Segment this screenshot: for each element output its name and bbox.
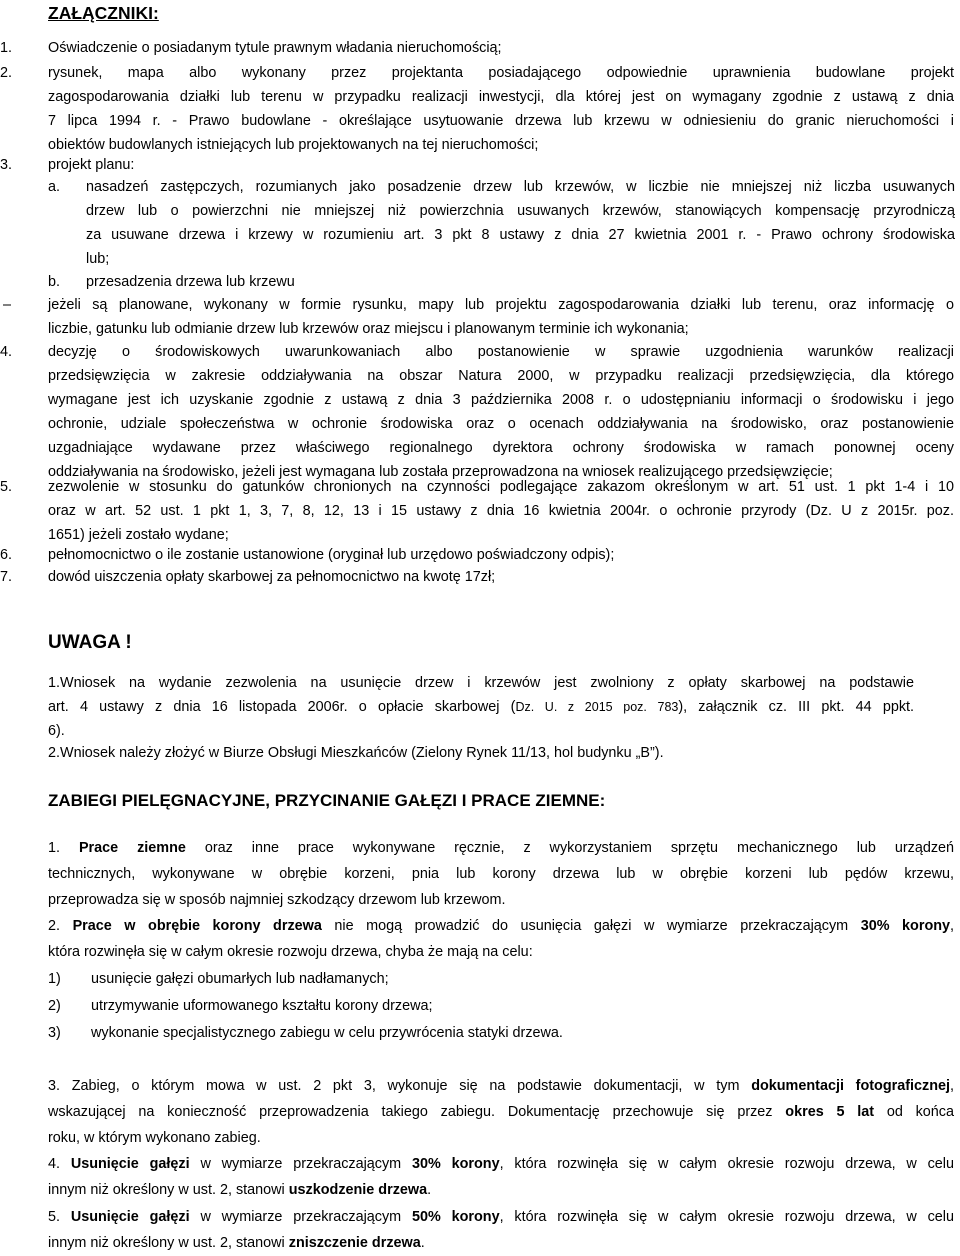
list-number: 7. bbox=[0, 569, 13, 585]
sublist-letter: a. bbox=[48, 179, 61, 195]
list-item-1: Oświadczenie o posiadanym tytule prawnym władania nieruchomością; bbox=[48, 40, 502, 56]
text-line: zagospodarowania działki lub terenu w przypadku realizacji inwestycji, dla której jest on wymagany zgodnie z ustawą z dnia bbox=[48, 89, 954, 105]
list-number: 6. bbox=[0, 547, 13, 563]
text-line: obiektów budowlanych istniejących lub projektowanych na tej nieruchomości; bbox=[48, 137, 539, 153]
list-number: 5. bbox=[0, 479, 13, 495]
text-line: 2.Wniosek należy złożyć w Biurze Obsługi Mieszkańców (Zielony Rynek 11/13, hol budynku „B”). bbox=[48, 745, 664, 761]
text-line: 4. Usunięcie gałęzi w wymiarze przekraczającym 30% korony, która rozwinęła się w całym okresie rozwoju drzewa, w celu bbox=[48, 1156, 954, 1172]
list-number: 2. bbox=[0, 65, 13, 81]
text-line: innym niż określony w ust. 2, stanowi uszkodzenie drzewa. bbox=[48, 1182, 432, 1198]
list-item-7: dowód uiszczenia opłaty skarbowej za pełnomocnictwo na kwotę 17zł; bbox=[48, 569, 496, 585]
text-line: przedsięwzięcia w zakresie oddziaływania na obszar Natura 2000, w przypadku realizacji przedsięwzięcia, dla którego bbox=[48, 368, 954, 384]
text-line: 3. Zabieg, o którym mowa w ust. 2 pkt 3, wykonuje się na podstawie dokumentacji, w tym dokumentacji fotograficznej, bbox=[48, 1078, 955, 1094]
text-line: ochronie, udziale społeczeństwa w ochronie środowiska oraz o ocenach oddziaływania na środowisko, oraz postanowienie bbox=[48, 416, 954, 432]
text-line: wskazującej na konieczność przeprowadzenia takiego zabiegu. Dokumentację przechowuje się przez okres 5 lat od końca bbox=[48, 1104, 955, 1120]
text-line: 1. Prace ziemne oraz inne prace wykonywane ręcznie, z wykorzystaniem sprzętu mechanicznego lub urządzeń bbox=[48, 840, 955, 856]
text-line: zezwolenie w stosunku do gatunków chronionych na czynności podlegające zakazom określonym w art. 51 ust. 1 pkt 1-4 i 10 bbox=[48, 479, 954, 495]
list-item: wykonanie specjalistycznego zabiegu w celu przywrócenia statyki drzewa. bbox=[91, 1025, 563, 1041]
text-line: 1.Wniosek na wydanie zezwolenia na usunięcie drzew i krzewów jest zwolniony z opłaty skarbowej na podstawie bbox=[48, 675, 914, 691]
text-line: za usuwane drzewa i krzewy w rozumieniu art. 3 pkt 8 ustawy z dnia 27 kwietnia 2001 r. - Prawo ochrony środowiska bbox=[86, 227, 955, 243]
section-heading: ZABIEGI PIELĘGNACYJNE, PRZYCINANIE GAŁĘZI I PRACE ZIEMNE: bbox=[48, 791, 606, 810]
list-number: 1. bbox=[0, 40, 13, 56]
text-line: nasadzeń zastępczych, rozumianych jako posadzenie drzew lub krzewów, w liczbie nie mniejszej niż liczba usuwanych bbox=[86, 179, 955, 195]
text-line: oddziaływania na środowisko, jeżeli jest wymagana lub została przeprowadzona na wniosek realizującego przedsięwzięcie; bbox=[48, 464, 833, 480]
text-line: innym niż określony w ust. 2, stanowi zniszczenie drzewa. bbox=[48, 1235, 425, 1251]
dash-bullet: – bbox=[3, 297, 12, 313]
text-line: drzew lub o powierzchni nie mniejszej niż powierzchnia usuwanych krzewów, stanowiących kompensację przyrodniczą bbox=[86, 203, 955, 219]
list-number: 3. bbox=[0, 157, 13, 173]
text-line: roku, w którym wykonano zabieg. bbox=[48, 1130, 261, 1146]
sublist-letter: b. bbox=[48, 274, 61, 290]
list-item-3: projekt planu: bbox=[48, 157, 135, 173]
citation-small: Dz. U. z 2015 poz. 783 bbox=[515, 700, 679, 714]
text-line: 2. Prace w obrębie korony drzewa nie mogą prowadzić do usunięcia gałęzi w wymiarze przekraczającym 30% korony, bbox=[48, 918, 955, 934]
text-line: przeprowadza się w sposób najmniej szkodzący drzewom lub krzewom. bbox=[48, 892, 506, 908]
text-line: jeżeli są planowane, wykonany w formie rysunku, mapy lub projektu zagospodarowania działki lub terenu, oraz informację o bbox=[48, 297, 954, 313]
text-line: rysunek, mapa albo wykonany przez projektanta posiadającego odpowiednie uprawnienia budowlane projekt bbox=[48, 65, 954, 81]
page-title: ZAŁĄCZNIKI: bbox=[48, 3, 159, 23]
list-number: 4. bbox=[0, 344, 13, 360]
text-line: decyzję o środowiskowych uwarunkowaniach albo postanowienie w sprawie uzgodnienia warunków realizacji bbox=[48, 344, 954, 360]
list-number: 3) bbox=[48, 1025, 61, 1041]
text-line: oraz w art. 52 ust. 1 pkt 1, 3, 7, 8, 12, 13 i 15 ustawy z dnia 16 kwietnia 2004r. o ochronie przyrody (Dz. U z 2015r. poz. bbox=[48, 503, 954, 519]
text-line: lub; bbox=[86, 251, 110, 267]
list-item-6: pełnomocnictwo o ile zostanie ustanowione (oryginał lub urzędowo poświadczony odpis); bbox=[48, 547, 615, 563]
text-line: uzgadniające wydawane przez właściwego regionalnego dyrektora ochrony środowiska w ramach ponownej oceny bbox=[48, 440, 954, 456]
text-line: która rozwinęła się w całym okresie rozwoju drzewa, chyba że mają na celu: bbox=[48, 944, 533, 960]
text-line: 5. Usunięcie gałęzi w wymiarze przekraczającym 50% korony, która rozwinęła się w całym okresie rozwoju drzewa, w celu bbox=[48, 1209, 954, 1225]
list-number: 1) bbox=[48, 971, 61, 987]
text-line: 6). bbox=[48, 723, 65, 739]
text-line: art. 4 ustawy z dnia 16 listopada 2006r. o opłacie skarbowej (Dz. U. z 2015 poz. 783), załącznik cz. III pkt. 44 ppkt. bbox=[48, 699, 915, 715]
sublist-item-b: przesadzenia drzewa lub krzewu bbox=[86, 274, 295, 290]
list-number: 2) bbox=[48, 998, 61, 1014]
text-line: wymagane jest ich uzyskanie zgodnie z ustawą z dnia 3 października 2008 r. o udostępnianiu informacji o środowisku i jego bbox=[48, 392, 954, 408]
list-item: usunięcie gałęzi obumarłych lub nadłamanych; bbox=[91, 971, 389, 987]
text-line: liczbie, gatunku lub odmianie drzew lub krzewów oraz miejscu i planowanym terminie ich wykonania; bbox=[48, 321, 689, 337]
text-line: 7 lipca 1994 r. - Prawo budowlane - określające usytuowanie drzewa lub krzewu w odniesieniu do granic nieruchomości i bbox=[48, 113, 954, 129]
text-line: technicznych, wykonywane w obrębie korzeni, pnia lub korony drzewa lub w obrębie korzeni lub pędów krzewu, bbox=[48, 866, 954, 882]
text-line: 1651) jeżeli zostało wydane; bbox=[48, 527, 229, 543]
uwaga-title: UWAGA ! bbox=[48, 632, 132, 653]
list-item: utrzymywanie uformowanego kształtu korony drzewa; bbox=[91, 998, 433, 1014]
